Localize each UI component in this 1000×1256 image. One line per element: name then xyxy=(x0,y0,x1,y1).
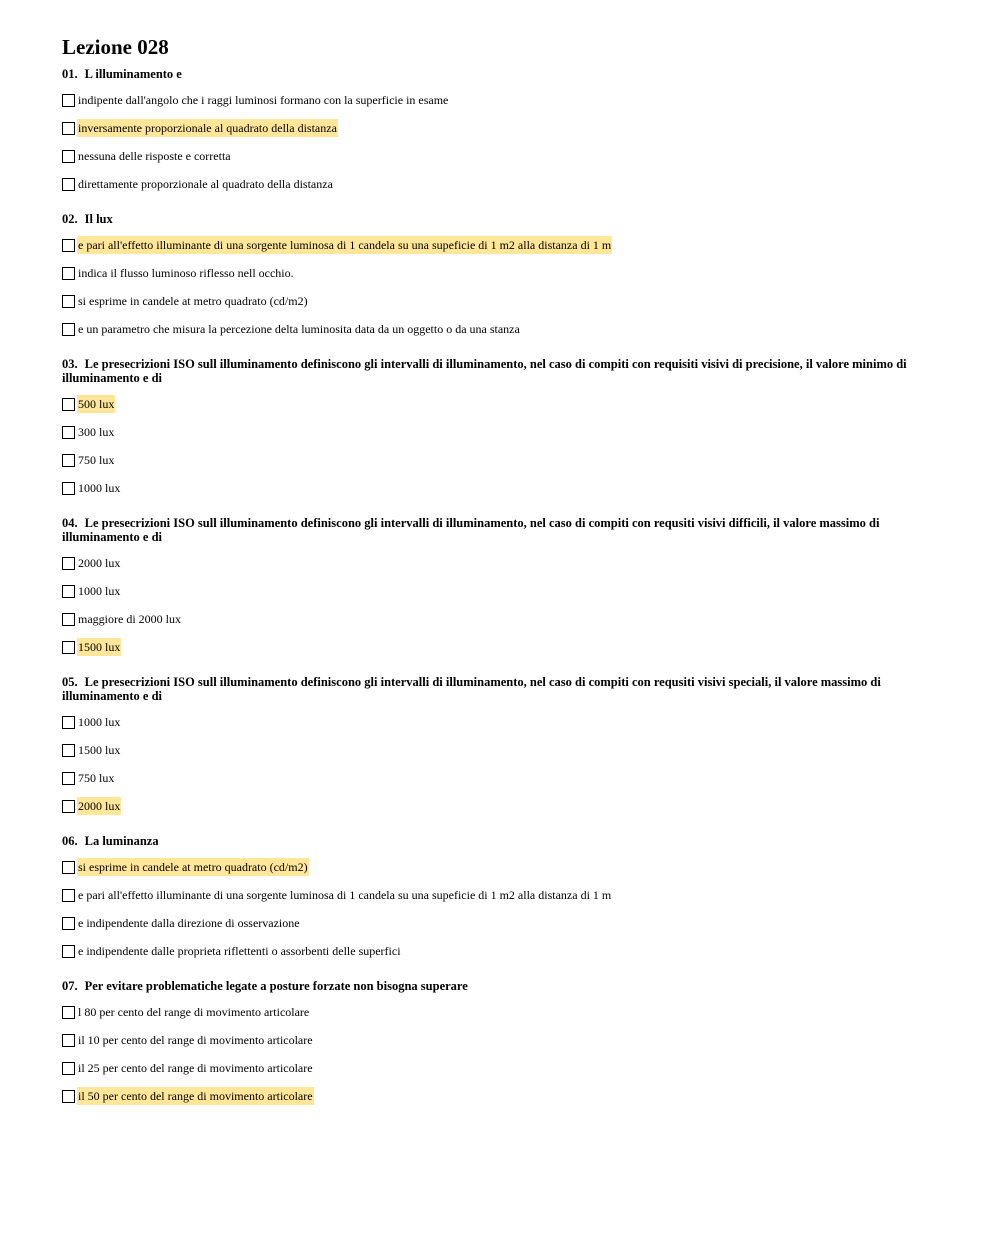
answer-option[interactable] xyxy=(62,736,942,764)
question-heading xyxy=(62,675,942,703)
answer-checkbox[interactable] xyxy=(62,426,75,439)
question-block xyxy=(62,212,942,343)
answer-option[interactable] xyxy=(62,549,942,577)
answer-checkbox[interactable] xyxy=(62,861,75,874)
answer-checkbox[interactable] xyxy=(62,800,75,813)
answer-checkbox[interactable] xyxy=(62,1006,75,1019)
answer-text: si esprime in candele at metro quadrato (cd/m2) xyxy=(78,294,308,308)
answer-text: 1000 lux xyxy=(78,584,121,598)
question-text: Le presecrizioni ISO sull illuminamento definiscono gli intervalli di illuminamento, nel caso di compiti con requsiti visivi speciali, il valore massimo di illuminamento e di xyxy=(62,675,881,703)
lesson-title: Lezione 028 xyxy=(62,35,169,59)
answer-checkbox[interactable] xyxy=(62,613,75,626)
question-block xyxy=(62,675,942,820)
answer-text: maggiore di 2000 lux xyxy=(78,612,181,626)
question-block xyxy=(62,357,942,502)
answer-text: 2000 lux xyxy=(78,556,121,570)
answer-checkbox[interactable] xyxy=(62,744,75,757)
answer-option[interactable] xyxy=(62,605,942,633)
question-number: 02. xyxy=(62,212,78,226)
answer-checkbox[interactable] xyxy=(62,323,75,336)
answer-checkbox[interactable] xyxy=(62,772,75,785)
answer-text: direttamente proporzionale al quadrato della distanza xyxy=(78,177,333,191)
answer-text: 750 lux xyxy=(78,771,115,785)
question-block xyxy=(62,979,942,1110)
answer-checkbox[interactable] xyxy=(62,557,75,570)
answer-checkbox[interactable] xyxy=(62,585,75,598)
answer-option[interactable] xyxy=(62,792,942,820)
answer-checkbox[interactable] xyxy=(62,482,75,495)
answer-text-highlighted: il 50 per cento del range di movimento articolare xyxy=(78,1089,313,1103)
answer-text-highlighted: 2000 lux xyxy=(78,799,121,813)
question-block xyxy=(62,516,942,661)
answer-checkbox[interactable] xyxy=(62,1034,75,1047)
question-heading xyxy=(62,212,942,226)
question-text: Per evitare problematiche legate a posture forzate non bisogna superare xyxy=(84,979,468,993)
answer-checkbox[interactable] xyxy=(62,295,75,308)
answer-option[interactable] xyxy=(62,259,942,287)
answer-option[interactable] xyxy=(62,998,942,1026)
question-text: La luminanza xyxy=(84,834,159,848)
question-heading xyxy=(62,67,942,81)
answer-checkbox[interactable] xyxy=(62,239,75,252)
answer-option[interactable] xyxy=(62,937,942,965)
question-block xyxy=(62,834,942,965)
answer-checkbox[interactable] xyxy=(62,398,75,411)
answer-text: il 25 per cento del range di movimento articolare xyxy=(78,1061,313,1075)
answer-option[interactable] xyxy=(62,231,942,259)
answer-checkbox[interactable] xyxy=(62,1090,75,1103)
answer-checkbox[interactable] xyxy=(62,716,75,729)
question-number: 04. xyxy=(62,516,78,530)
answer-option[interactable] xyxy=(62,764,942,792)
answer-checkbox[interactable] xyxy=(62,889,75,902)
question-text: L illuminamento e xyxy=(84,67,182,81)
question-number: 05. xyxy=(62,675,78,689)
answer-option[interactable] xyxy=(62,909,942,937)
answer-text-highlighted: si esprime in candele at metro quadrato (cd/m2) xyxy=(78,860,308,874)
answer-option[interactable] xyxy=(62,315,942,343)
answer-checkbox[interactable] xyxy=(62,1062,75,1075)
answer-option[interactable] xyxy=(62,142,942,170)
question-list xyxy=(62,67,942,1110)
answer-text-highlighted: 1500 lux xyxy=(78,640,121,654)
answer-option[interactable] xyxy=(62,86,942,114)
answer-option[interactable] xyxy=(62,708,942,736)
quiz-page xyxy=(62,34,942,1124)
answer-option[interactable] xyxy=(62,114,942,142)
question-number: 06. xyxy=(62,834,78,848)
question-heading xyxy=(62,357,942,385)
question-number: 03. xyxy=(62,357,78,371)
answer-text-highlighted: inversamente proporzionale al quadrato della distanza xyxy=(78,121,337,135)
answer-option[interactable] xyxy=(62,881,942,909)
question-block xyxy=(62,67,942,198)
answer-text-highlighted: e pari all'effetto illuminante di una sorgente luminosa di 1 candela su una supeficie di 1 m2 alla distanza di 1 m xyxy=(78,238,612,252)
answer-option[interactable] xyxy=(62,390,942,418)
question-heading xyxy=(62,516,942,544)
answer-option[interactable] xyxy=(62,577,942,605)
answer-checkbox[interactable] xyxy=(62,150,75,163)
answer-text: il 10 per cento del range di movimento articolare xyxy=(78,1033,313,1047)
answer-text-highlighted: 500 lux xyxy=(78,397,115,411)
answer-option[interactable] xyxy=(62,474,942,502)
answer-checkbox[interactable] xyxy=(62,267,75,280)
answer-text: 1500 lux xyxy=(78,743,121,757)
answer-checkbox[interactable] xyxy=(62,178,75,191)
answer-text: indica il flusso luminoso riflesso nell occhio. xyxy=(78,266,294,280)
question-number: 01. xyxy=(62,67,78,81)
answer-checkbox[interactable] xyxy=(62,945,75,958)
answer-checkbox[interactable] xyxy=(62,122,75,135)
answer-option[interactable] xyxy=(62,446,942,474)
answer-option[interactable] xyxy=(62,287,942,315)
answer-checkbox[interactable] xyxy=(62,94,75,107)
answer-option[interactable] xyxy=(62,170,942,198)
answer-text: 1000 lux xyxy=(78,481,121,495)
answer-option[interactable] xyxy=(62,1054,942,1082)
answer-text: e indipendente dalle proprieta riflettenti o assorbenti delle superfici xyxy=(78,944,401,958)
answer-option[interactable] xyxy=(62,853,942,881)
question-text: Le presecrizioni ISO sull illuminamento definiscono gli intervalli di illuminamento, nel caso di compiti con requsiti visivi difficili, il valore massimo di illuminamento e di xyxy=(62,516,880,544)
answer-text: 300 lux xyxy=(78,425,115,439)
answer-option[interactable] xyxy=(62,633,942,661)
answer-option[interactable] xyxy=(62,1082,942,1110)
answer-text: 750 lux xyxy=(78,453,115,467)
answer-text: l 80 per cento del range di movimento articolare xyxy=(78,1005,310,1019)
question-text: Il lux xyxy=(84,212,113,226)
answer-checkbox[interactable] xyxy=(62,641,75,654)
answer-text: e pari all'effetto illuminante di una sorgente luminosa di 1 candela su una supeficie di 1 m2 alla distanza di 1 m xyxy=(78,888,612,902)
question-text: Le presecrizioni ISO sull illuminamento definiscono gli intervalli di illuminamento, nel caso di compiti con requisiti visivi di precisione, il valore minimo di illuminamento e di xyxy=(62,357,907,385)
answer-text: indipente dall'angolo che i raggi luminosi formano con la superficie in esame xyxy=(78,93,449,107)
question-heading xyxy=(62,979,942,993)
answer-checkbox[interactable] xyxy=(62,454,75,467)
answer-option[interactable] xyxy=(62,418,942,446)
answer-text: nessuna delle risposte e corretta xyxy=(78,149,231,163)
question-heading xyxy=(62,834,942,848)
answer-checkbox[interactable] xyxy=(62,917,75,930)
answer-text: e indipendente dalla direzione di osservazione xyxy=(78,916,300,930)
question-number: 07. xyxy=(62,979,78,993)
answer-text: 1000 lux xyxy=(78,715,121,729)
answer-text: e un parametro che misura la percezione delta luminosita data da un oggetto o da una stanza xyxy=(78,322,520,336)
answer-option[interactable] xyxy=(62,1026,942,1054)
